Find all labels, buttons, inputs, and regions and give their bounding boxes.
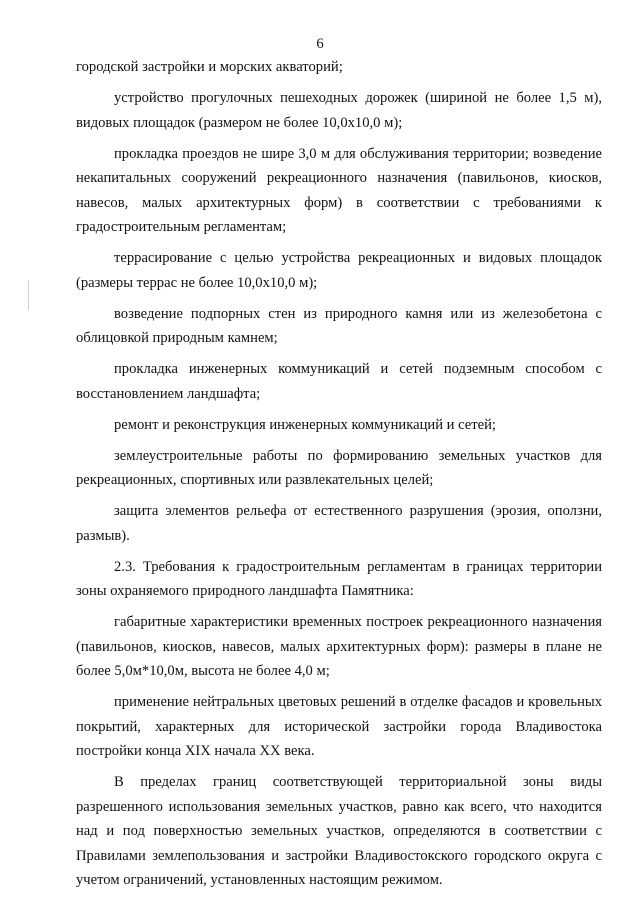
paragraph-terracing: террасирование с целью устройства рекреационных и видовых площадок (размеры террас не более 10,0х10,0 м); [76, 250, 602, 291]
document-body [76, 55, 602, 899]
paragraph-continuation: городской застройки и морских акваторий; [76, 59, 343, 75]
paragraph-permitted-use: В пределах границ соответствующей территориальной зоны виды разрешенного использования земельных участков, равно как всего, что находится над и под поверхностью земельных участков, определяются в соответствии с Правилами землепользования и застройки Владивостокского городского округа с учетом ограничений, установленных настоящим режимом. [76, 774, 602, 888]
paragraph-dimensions: габаритные характеристики временных построек рекреационного назначения (павильонов, киосков, навесов, малых архитектурных форм): размеры в плане не более 5,0м*10,0м, высота не более 4,0 м; [76, 614, 602, 679]
paragraph-walkways: устройство прогулочных пешеходных дорожек (шириной не более 1,5 м), видовых площадок (размером не более 10,0х10,0 м); [76, 90, 602, 131]
margin-scan-mark [28, 280, 29, 310]
page-number: 6 [316, 36, 324, 52]
paragraph-retaining-walls: возведение подпорных стен из природного камня или из железобетона с облицовкой природным камнем; [76, 305, 602, 346]
paragraph-utilities-underground: прокладка инженерных коммуникаций и сетей подземным способом с восстановлением ландшафта; [76, 361, 602, 402]
paragraph-section-2-3: 2.3. Требования к градостроительным регламентам в границах территории зоны охраняемого природного ландшафта Памятника: [76, 558, 602, 599]
paragraph-driveways-structures: прокладка проездов не шире 3,0 м для обслуживания территории; возведение некапитальных сооружений рекреационного назначения (павильонов, киосков, навесов, малых архитектурных форм) в соответствии с требованиями к градостроительным регламентам; [76, 145, 602, 235]
paragraph-relief-protection: защита элементов рельефа от естественного разрушения (эрозия, оползни, размыв). [76, 503, 602, 544]
paragraph-color-solutions: применение нейтральных цветовых решений в отделке фасадов и кровельных покрытий, характерных для исторической застройки города Владивостока постройки конца XIX начала XX века. [76, 694, 602, 759]
paragraph-land-works: землеустроительные работы по формированию земельных участков для рекреационных, спортивных или развлекательных целей; [76, 447, 602, 488]
paragraph-utilities-repair: ремонт и реконструкция инженерных коммуникаций и сетей; [114, 416, 496, 433]
